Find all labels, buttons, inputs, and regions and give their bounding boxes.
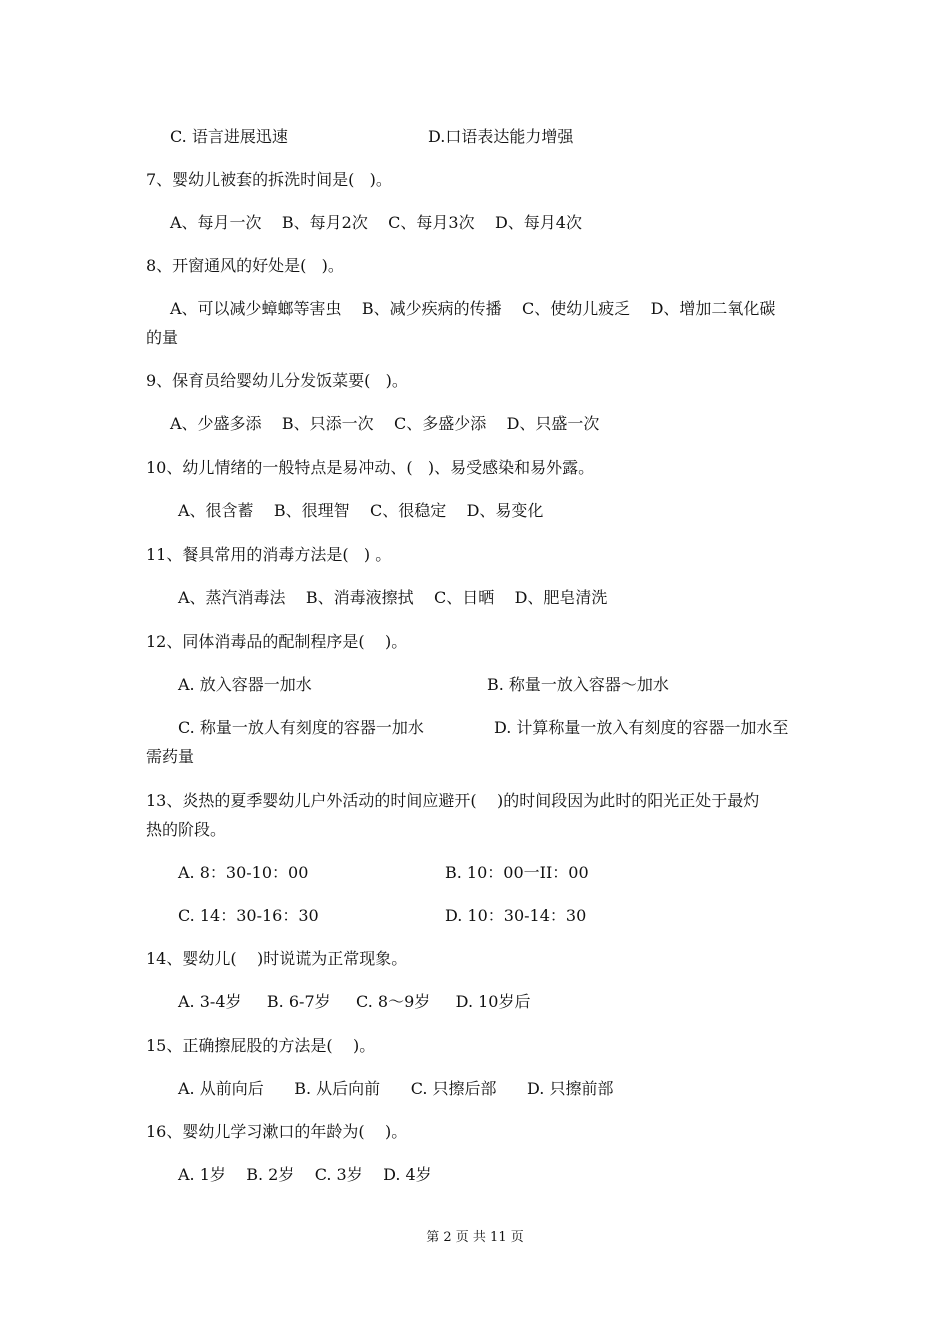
- question-13-option-d: D. 10：30-14：30: [445, 906, 587, 925]
- question-13-option-c: C. 14：30-16：30: [178, 906, 319, 925]
- question-9-options: A、少盛多添 B、只添一次 C、多盛少添 D、只盛一次: [170, 414, 600, 433]
- question-16: 16、婴幼儿学习漱口的年龄为( )。: [146, 1122, 408, 1141]
- question-12: 12、同体消毒品的配制程序是( )。: [146, 632, 408, 651]
- question-12-option-d: D. 计算称量一放入有刻度的容器一加水至: [494, 718, 789, 737]
- question-10: 10、幼儿情绪的一般特点是易冲动、( )、易受感染和易外露。: [146, 458, 595, 477]
- question-8-options-continued: 的量: [146, 328, 179, 347]
- question-12-option-c: C. 称量一放人有刻度的容器一加水: [178, 718, 424, 737]
- question-14-options: A. 3-4岁 B. 6-7岁 C. 8～9岁 D. 10岁后: [178, 992, 531, 1011]
- question-12-option-b: B. 称量一放入容器～加水: [487, 675, 669, 694]
- question-9: 9、保育员给婴幼儿分发饭菜要( )。: [146, 371, 408, 390]
- question-16-options: A. 1岁 B. 2岁 C. 3岁 D. 4岁: [178, 1165, 432, 1184]
- q6-option-d: D.口语表达能力增强: [428, 127, 574, 146]
- question-11-options: A、蒸汽消毒法 B、消毒液擦拭 C、日晒 D、肥皂清洗: [178, 588, 608, 607]
- page-footer: 第 2 页 共 11 页: [426, 1230, 524, 1245]
- question-7-options: A、每月一次 B、每月2次 C、每月3次 D、每月4次: [170, 213, 582, 232]
- question-14: 14、婴幼儿( )时说谎为正常现象。: [146, 949, 408, 968]
- question-13-option-b: B. 10：00一II：00: [445, 863, 589, 882]
- q6-option-c: C. 语言进展迅速: [170, 127, 288, 146]
- question-11: 11、餐具常用的消毒方法是( ) 。: [146, 545, 392, 564]
- question-12-option-d-continued: 需药量: [146, 747, 195, 766]
- question-13-continued: 热的阶段。: [146, 820, 227, 839]
- question-15-options: A. 从前向后 B. 从后向前 C. 只擦后部 D. 只擦前部: [178, 1079, 614, 1098]
- question-8: 8、开窗通风的好处是( )。: [146, 256, 344, 275]
- question-10-options: A、很含蓄 B、很理智 C、很稳定 D、易变化: [178, 501, 544, 520]
- question-15: 15、正确擦屁股的方法是( )。: [146, 1036, 376, 1055]
- question-7: 7、婴幼儿被套的拆洗时间是( )。: [146, 170, 392, 189]
- question-13: 13、炎热的夏季婴幼儿户外活动的时间应避开( )的时间段因为此时的阳光正处于最灼: [146, 791, 760, 810]
- question-8-options: A、可以减少蟑螂等害虫 B、减少疾病的传播 C、使幼儿疲乏 D、增加二氧化碳: [170, 299, 776, 318]
- question-12-option-a: A. 放入容器一加水: [178, 675, 312, 694]
- question-13-option-a: A. 8：30-10：00: [178, 863, 309, 882]
